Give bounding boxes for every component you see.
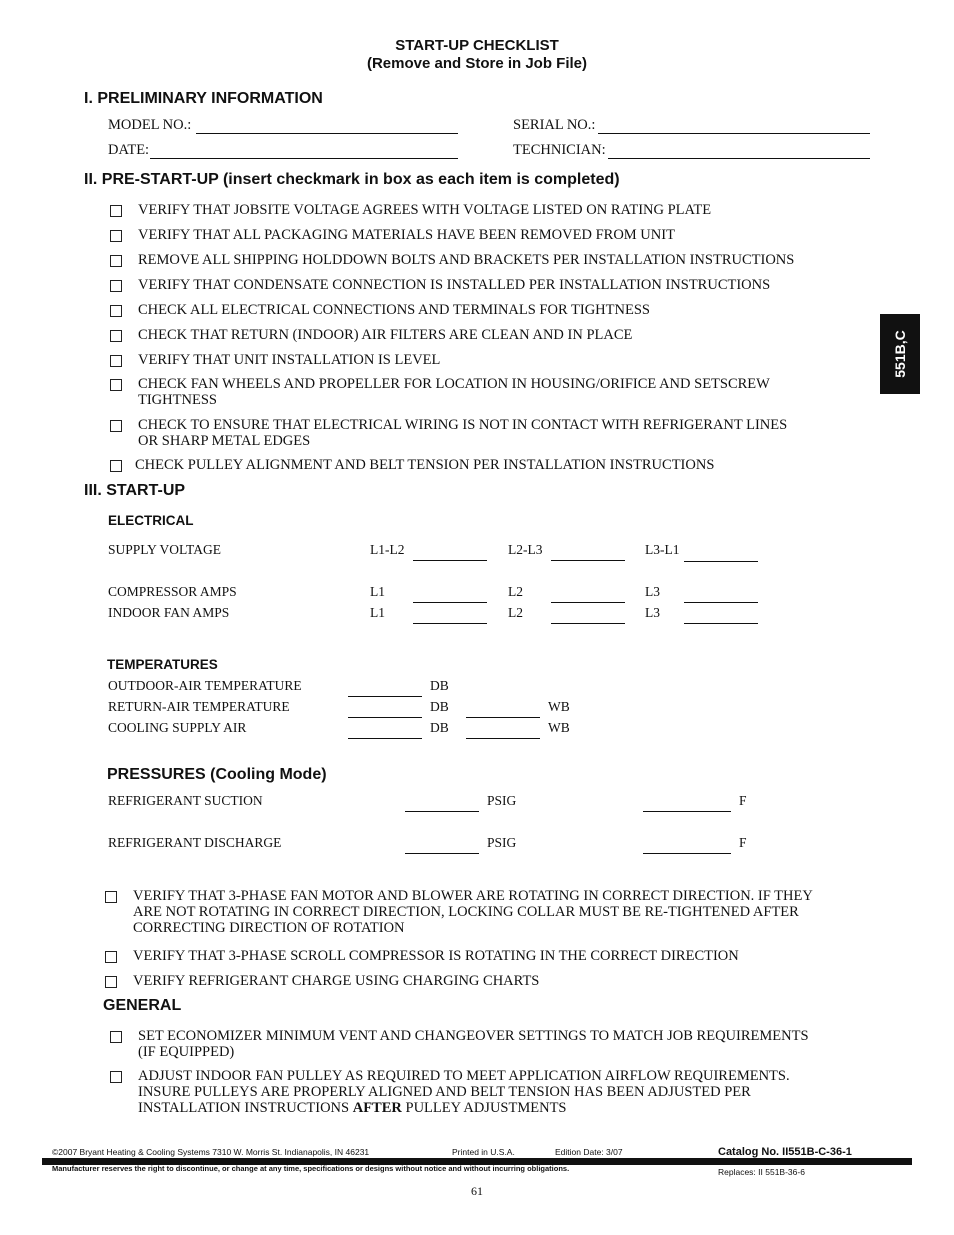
- compressor-l2-field[interactable]: [551, 602, 625, 603]
- disclaimer-text: Manufacturer reserves the right to discontinue, or change at any time, specifications or designs without notice and without incurring obligations.: [52, 1164, 570, 1173]
- checkbox[interactable]: [110, 205, 122, 217]
- l3l1-label: L3-L1: [645, 542, 680, 557]
- l1l2-label: L1-L2: [370, 542, 405, 557]
- checkbox[interactable]: [110, 255, 122, 267]
- refrigerant-discharge-label: REFRIGERANT DISCHARGE: [108, 835, 282, 850]
- return-air-label: RETURN-AIR TEMPERATURE: [108, 699, 290, 714]
- l1-label: L1: [370, 605, 385, 620]
- checkbox[interactable]: [110, 230, 122, 242]
- wb-label: WB: [548, 720, 570, 735]
- db-label: DB: [430, 720, 449, 735]
- checkbox[interactable]: [110, 420, 122, 432]
- copyright-text: ©2007 Bryant Heating & Cooling Systems 7310 W. Morris St. Indianapolis, IN 46231: [52, 1147, 370, 1157]
- checkbox[interactable]: [110, 280, 122, 292]
- model-label: MODEL NO.:: [108, 117, 192, 133]
- checklist-text: PULLEY ADJUSTMENTS: [401, 1100, 567, 1116]
- supply-db-field[interactable]: [348, 738, 422, 739]
- checklist-item: CHECK ALL ELECTRICAL CONNECTIONS AND TERMINALS FOR TIGHTNESS: [138, 302, 650, 318]
- checkbox[interactable]: [110, 355, 122, 367]
- checklist-item: VERIFY THAT ALL PACKAGING MATERIALS HAVE BEEN REMOVED FROM UNIT: [138, 227, 675, 243]
- supply-voltage-label: SUPPLY VOLTAGE: [108, 542, 221, 557]
- technician-label: TECHNICIAN:: [513, 142, 606, 158]
- return-db-field[interactable]: [348, 717, 422, 718]
- technician-field[interactable]: [608, 158, 870, 159]
- side-tab: [880, 314, 920, 394]
- cooling-supply-label: COOLING SUPPLY AIR: [108, 720, 247, 735]
- l2-label: L2: [508, 584, 523, 599]
- section-startup-heading: III. START-UP: [84, 482, 186, 499]
- compressor-amps-label: COMPRESSOR AMPS: [108, 584, 237, 599]
- checklist-item: VERIFY REFRIGERANT CHARGE USING CHARGING CHARTS: [133, 973, 540, 989]
- catalog-number: Catalog No. II551B-C-36-1: [718, 1146, 852, 1158]
- checklist-item: VERIFY THAT CONDENSATE CONNECTION IS INSTALLED PER INSTALLATION INSTRUCTIONS: [138, 277, 771, 293]
- l2-label: L2: [508, 605, 523, 620]
- serial-label: SERIAL NO.:: [513, 117, 596, 133]
- checklist-item: REMOVE ALL SHIPPING HOLDDOWN BOLTS AND BRACKETS PER INSTALLATION INSTRUCTIONS: [138, 252, 795, 268]
- checkbox[interactable]: [110, 305, 122, 317]
- suction-psig-field[interactable]: [405, 811, 479, 812]
- edition-text: Edition Date: 3/07: [555, 1147, 623, 1157]
- emphasis-text: AFTER: [352, 1100, 402, 1116]
- printed-text: Printed in U.S.A.: [452, 1147, 515, 1157]
- compressor-l3-field[interactable]: [684, 602, 758, 603]
- l3-label: L3: [645, 605, 660, 620]
- f-label: F: [739, 793, 747, 808]
- wb-label: WB: [548, 699, 570, 714]
- l1-label: L1: [370, 584, 385, 599]
- checkbox[interactable]: [110, 1071, 122, 1083]
- supply-voltage-l1l2-field[interactable]: [413, 560, 487, 561]
- checklist-item-continued: [138, 1100, 567, 1116]
- checkbox[interactable]: [110, 1031, 122, 1043]
- checklist-item: SET ECONOMIZER MINIMUM VENT AND CHANGEOVER SETTINGS TO MATCH JOB REQUIREMENTS: [138, 1028, 809, 1044]
- section-preliminary-heading: I. PRELIMINARY INFORMATION: [84, 90, 323, 107]
- checklist-item-continued: ARE NOT ROTATING IN CORRECT DIRECTION, LOCKING COLLAR MUST BE RE-TIGHTENED AFTER: [133, 904, 799, 920]
- db-label: DB: [430, 699, 449, 714]
- suction-f-field[interactable]: [643, 811, 731, 812]
- serial-field[interactable]: [598, 133, 870, 134]
- compressor-l1-field[interactable]: [413, 602, 487, 603]
- supply-voltage-l2l3-field[interactable]: [551, 560, 625, 561]
- electrical-heading: ELECTRICAL: [108, 513, 194, 528]
- checklist-item: CHECK TO ENSURE THAT ELECTRICAL WIRING IS NOT IN CONTACT WITH REFRIGERANT LINES: [138, 417, 788, 433]
- checklist-item: VERIFY THAT 3-PHASE SCROLL COMPRESSOR IS ROTATING IN THE CORRECT DIRECTION: [133, 948, 739, 964]
- page-number: 61: [471, 1184, 483, 1198]
- fan-l3-field[interactable]: [684, 623, 758, 624]
- checklist-item: VERIFY THAT 3-PHASE FAN MOTOR AND BLOWER ARE ROTATING IN CORRECT DIRECTION. IF THEY: [133, 888, 813, 904]
- indoor-fan-amps-label: INDOOR FAN AMPS: [108, 605, 230, 620]
- outdoor-air-label: OUTDOOR-AIR TEMPERATURE: [108, 678, 302, 693]
- checkbox[interactable]: [105, 891, 117, 903]
- checkbox[interactable]: [105, 976, 117, 988]
- l2l3-label: L2-L3: [508, 542, 543, 557]
- checklist-item: ADJUST INDOOR FAN PULLEY AS REQUIRED TO MEET APPLICATION AIRFLOW REQUIREMENTS.: [138, 1068, 790, 1084]
- checklist-item-continued: INSURE PULLEYS ARE PROPERLY ALIGNED AND BELT TENSION HAS BEEN ADJUSTED PER: [138, 1084, 751, 1100]
- refrigerant-suction-label: REFRIGERANT SUCTION: [108, 793, 263, 808]
- checklist-item-continued: TIGHTNESS: [138, 392, 217, 408]
- page-title: START-UP CHECKLIST: [395, 37, 559, 54]
- model-field[interactable]: [196, 133, 458, 134]
- return-wb-field[interactable]: [466, 717, 540, 718]
- date-field[interactable]: [150, 158, 458, 159]
- f-label: F: [739, 835, 747, 850]
- fan-l1-field[interactable]: [413, 623, 487, 624]
- checklist-item: CHECK FAN WHEELS AND PROPELLER FOR LOCATION IN HOUSING/ORIFICE AND SETSCREW: [138, 376, 770, 392]
- checklist-item: CHECK THAT RETURN (INDOOR) AIR FILTERS ARE CLEAN AND IN PLACE: [138, 327, 633, 343]
- checkbox[interactable]: [110, 379, 122, 391]
- temperatures-heading: TEMPERATURES: [107, 657, 218, 672]
- checklist-item-continued: (IF EQUIPPED): [138, 1044, 235, 1060]
- l3-label: L3: [645, 584, 660, 599]
- db-label: DB: [430, 678, 449, 693]
- side-tab-label: 551B,C: [892, 330, 908, 378]
- checklist-item: VERIFY THAT UNIT INSTALLATION IS LEVEL: [138, 352, 441, 368]
- supply-voltage-l3l1-field[interactable]: [684, 561, 758, 562]
- checklist-text: INSTALLATION INSTRUCTIONS: [138, 1100, 353, 1116]
- checkbox[interactable]: [110, 330, 122, 342]
- supply-wb-field[interactable]: [466, 738, 540, 739]
- general-heading: GENERAL: [103, 997, 182, 1014]
- fan-l2-field[interactable]: [551, 623, 625, 624]
- checkbox[interactable]: [105, 951, 117, 963]
- checklist-item: VERIFY THAT JOBSITE VOLTAGE AGREES WITH VOLTAGE LISTED ON RATING PLATE: [138, 202, 712, 218]
- section-prestartup-heading: II. PRE-START-UP (insert checkmark in box as each item is completed): [84, 171, 620, 188]
- checkbox[interactable]: [110, 460, 122, 472]
- psig-label: PSIG: [487, 835, 517, 850]
- discharge-psig-field[interactable]: [405, 853, 479, 854]
- checklist-item: CHECK PULLEY ALIGNMENT AND BELT TENSION PER INSTALLATION INSTRUCTIONS: [135, 457, 715, 473]
- discharge-f-field[interactable]: [643, 853, 731, 854]
- checklist-item-continued: CORRECTING DIRECTION OF ROTATION: [133, 920, 405, 936]
- pressures-heading: PRESSURES (Cooling Mode): [107, 766, 327, 783]
- date-label: DATE:: [108, 142, 150, 158]
- page-subtitle: (Remove and Store in Job File): [366, 55, 588, 72]
- checklist-item-continued: OR SHARP METAL EDGES: [138, 433, 311, 449]
- replaces-text: Replaces: II 551B-36-6: [718, 1167, 805, 1177]
- psig-label: PSIG: [487, 793, 517, 808]
- outdoor-db-field[interactable]: [348, 696, 422, 697]
